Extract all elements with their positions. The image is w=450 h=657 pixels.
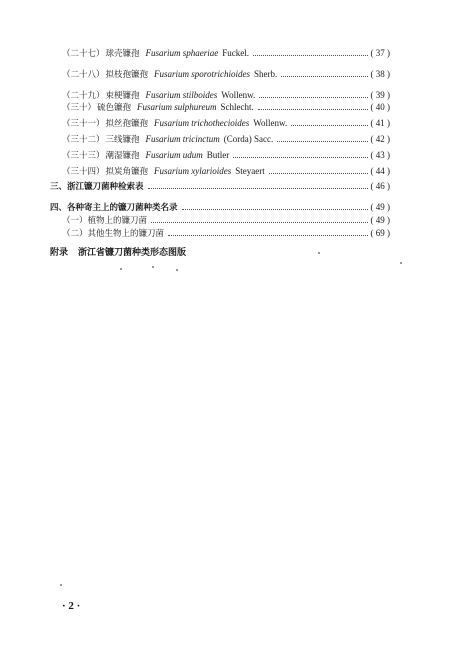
entry-latin-name: Fusarium trichothecioides [154, 118, 250, 128]
dot-leader [182, 209, 368, 210]
entry-number: （三十三） [62, 151, 105, 161]
section-title: 四、各种寄主上的镰刀菌种类名录 [50, 203, 178, 213]
section-page: ( 49 ) [370, 202, 390, 212]
entry-latin-name: Fusarium sulphureum [137, 102, 217, 112]
entry-chinese-name: 三线镰孢 [105, 135, 140, 145]
toc-entry [62, 47, 390, 60]
entry-latin-name: Fusarium tricinctum [145, 134, 220, 144]
toc-subsection [62, 214, 390, 227]
subsection-page: ( 69 ) [370, 228, 390, 238]
entry-author: (Corda) Sacc. [223, 134, 274, 144]
dot-leader [258, 109, 368, 110]
scan-speck [120, 268, 122, 270]
entry-page: ( 41 ) [370, 118, 390, 128]
entry-author: Wollenw. [253, 118, 288, 128]
appendix-title: 浙江省镰刀菌种类形态图版 [78, 248, 187, 258]
entry-latin-name: Fusarium stilboides [145, 90, 218, 100]
entry-chinese-name: 拟枝孢镰孢 [105, 70, 149, 80]
entry-number: （二十八） [62, 70, 105, 80]
dot-leader [291, 125, 367, 126]
dot-leader [168, 235, 367, 236]
toc-entry [62, 117, 390, 130]
toc-entry [62, 165, 390, 178]
entry-author: Schlecht. [220, 102, 254, 112]
entry-number: （三十二） [62, 135, 105, 145]
scan-speck [400, 262, 402, 264]
scan-speck [60, 584, 62, 586]
entry-chinese-name: 硫色镰孢 [97, 103, 132, 113]
toc-entry [62, 149, 390, 162]
subsection-page: ( 49 ) [370, 215, 390, 225]
entry-chinese-name: 潮湿镰孢 [105, 151, 140, 161]
dot-leader [259, 97, 367, 98]
entry-number: （三十） [62, 103, 97, 113]
toc-subsection [62, 227, 390, 240]
entry-author: Wollenw. [221, 90, 256, 100]
section-title: 三、浙江镰刀菌种检索表 [50, 182, 144, 192]
entry-latin-name: Fusarium udum [145, 150, 203, 160]
appendix-label: 附录 [50, 248, 69, 258]
entry-page: ( 39 ) [370, 90, 390, 100]
toc-entry [62, 68, 390, 81]
toc-section [50, 180, 390, 193]
scan-speck [318, 252, 320, 254]
toc-section [50, 201, 390, 214]
subsection-title: （一）植物上的镰刀菌 [62, 216, 148, 226]
toc-entry [62, 133, 390, 146]
entry-chinese-name: 拟丝孢镰孢 [105, 119, 149, 129]
dot-leader [269, 173, 368, 174]
entry-author: Butler [206, 150, 230, 160]
entry-author: Steyaert [235, 166, 265, 176]
entry-author: Sherb. [253, 69, 278, 79]
dot-leader [151, 222, 367, 223]
dot-leader [148, 188, 368, 189]
dot-leader [253, 55, 367, 56]
entry-page: ( 44 ) [370, 166, 390, 176]
toc-appendix [50, 247, 186, 259]
scan-speck [152, 266, 154, 268]
dot-leader [281, 76, 367, 77]
page-number-footer: · 2 · [62, 600, 81, 612]
entry-number: （三十四） [62, 167, 105, 177]
entry-chinese-name: 拟炭角镰孢 [105, 167, 149, 177]
entry-number: （二十七） [62, 49, 105, 59]
entry-author: Fuckel. [222, 48, 250, 58]
entry-latin-name: Fusarium sporotrichioides [154, 69, 250, 79]
entry-number: （二十九） [62, 91, 105, 101]
scan-speck [176, 269, 178, 271]
entry-latin-name: Fusarium xylarioides [154, 166, 232, 176]
entry-page: ( 42 ) [370, 134, 390, 144]
entry-page: ( 37 ) [370, 48, 390, 58]
dot-leader [277, 141, 367, 142]
entry-chinese-name: 球壳镰孢 [105, 49, 140, 59]
toc-entry [62, 101, 390, 114]
section-page: ( 46 ) [370, 181, 390, 191]
entry-number: （三十一） [62, 119, 105, 129]
entry-page: ( 40 ) [370, 102, 390, 112]
entry-page: ( 43 ) [370, 150, 390, 160]
entry-chinese-name: 束梗镰孢 [105, 91, 140, 101]
subsection-title: （二）其他生物上的镰刀菌 [62, 229, 165, 239]
entry-latin-name: Fusarium sphaeriae [145, 48, 219, 58]
entry-page: ( 38 ) [370, 69, 390, 79]
dot-leader [233, 157, 367, 158]
